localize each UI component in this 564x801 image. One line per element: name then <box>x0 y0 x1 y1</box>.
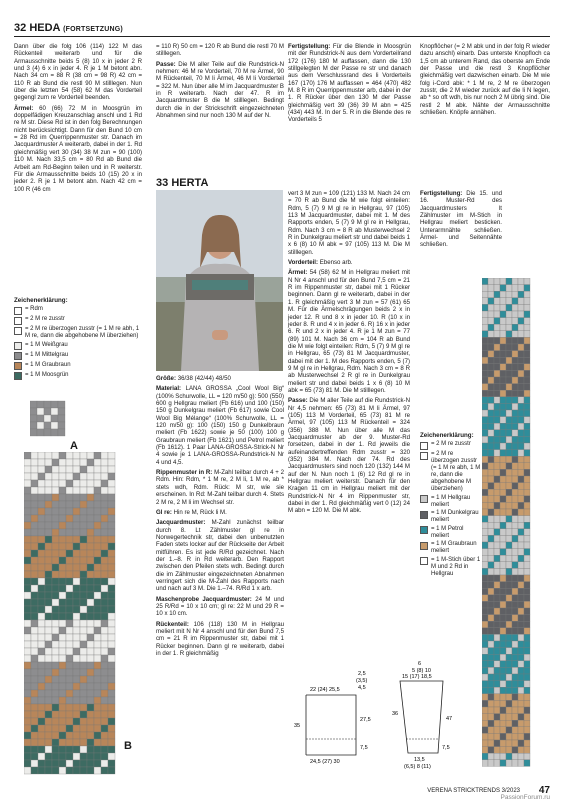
section-33-heading: 33 HERTA <box>156 177 209 189</box>
s2-e: 36 <box>392 711 399 717</box>
s1-h: 24,5 (27) 30 <box>310 759 340 765</box>
s2-d: 15 (17) 18,5 <box>402 674 432 680</box>
herta-legend: Zeichenerklärung: = 2 M re zusstr = 2 M re überzogen zusstr (= 1 M re abh, 1 M re, dann die abgehobene M überziehen) = 1 M Hellgrau meliert = 1 M Dunkelgrau meliert = 1 M Petrol meliert = 1 M Graubraun meliert = 1 M-Stich über 1 M und 2 Rd in Hellgrau <box>420 432 481 577</box>
s2-g: 13,5 <box>414 757 425 763</box>
s1-f: 27,5 <box>360 717 371 723</box>
heda-col1-text: Dann über die folg 106 (114) 122 M das Rückenteil weiterarb und für die Armausschnitte beids 5 (8) 10 x in jeder 2 R und 3 (4) 6 x in jeder 4. R je 1 M betont abn. Nach 34 cm = 88 R (38 cm = 98 R) 42 cm = 110 R ab Bund die restl 90 M stilllegen. Nun über die letzten 54 (58) 62 M das Vorderteil gegengl zum re Vorderteil beenden. Ärmel: 60 (66) 72 M in Moosgrün im doppelfädigen Kreuzanschlag anschl und 1 Rd re M str. Diese Rd ist in den folg Berechnungen nicht berücksichtigt. Dann für den Bund 10 cm = 28 Rd im Querrippenmuster str. Danach im Jacquardmuster A weiterarb, dabei in der 1. Rd gleichmäßig vert 30 (34) 38 M zun = 90 (100) 110 M. Nach 33,5 cm = 80 Rd ab Bund die Arbeit am Rd-Beginn teilen und in R weiterstr. Für die Armausschnitte beids 10 (15) 20 x in jeder 2. R je 1 M betont abn. Nach 42 cm = 100 R (46 cm <box>14 43 142 193</box>
herta-col-b-text: vert 3 M zun = 109 (121) 133 M. Nach 24 cm = 70 R ab Bund die M wie folgt einteilen: Rdm, 5 (7) 9 M gl re in Hellgrau, 97 (105) 113 M Jacquardmuster, dabei mit 1. M des Rapports enden, 5 (7) 9 M gl re in Hellgrau, Rdm. Nach 3 cm = 8 R ab Musterwechsel 2 R in Dunkelgrau meliert str und dabei beids 1 x 6 (8) 10 M abk = 97 (105) 113 M. Die M stilllegen. Vorderteil: Ebenso arb. Ärmel: 54 (58) 62 M in Hellgrau meliert mit N Nr 4 anschl und für den Bund 7,5 cm = 21 R im Rippenmuster str, dabei mit 1 Rücker beginnen. Dann gl re weiterarb, dabei in der 1. R gleichmäßig vert 3 M zun = 57 (61) 65 M. Für die Ärmelschrägungen beids 2 x in jeder 12. R und 8 x in jeder 10. R (10 x in jeder 8. R und 4 x in jeder 6. R) 16 x in jeder 6. R und 2 x in jeder 4. R je 1 M zun = 77 (89) 101 M. Nach 36 cm = 104 R ab Bund die M wie folgt einteilen: Rdm, 5 (7) 9 M gl re in Hellgrau, 65 (73) 81 M Jacquardmuster, dabei mit der 1. M des Rapports enden, 5 (7) 9 M gl re in Hellgrau, Rdm. Nach 3 cm = 8 R ab Musterwechsel 2 R gl re in Dunkelgrau meliert str und dabei beids 1 x 6 (8) 10 M abk = 65 (73) 81 M. Die M stilllegen. Passe: Die M aller Teile auf die Rundstrick-N Nr 4,5 nehmen: 65 (73) 81 M li Ärmel, 97 (105) 113 M Vorderteil, 65 (73) 81 M re Ärmel, 97 (105) 113 M Rückenteil = 324 (356) 388 M. Nun über alle M das Jacquardmuster ab der 9. Muster-Rd forsetzen, dabei in der 1. Rd jeweils die aufeinandertreffenden Rdm zusstr = 320 (352) 384 M. Nach der 74. Rd des Jacquardmusters sind noch 120 (132) 144 M auf der N. Nun noch 1 (6) 12 Rd gl re in Hellgrau meliert weiterstr. Danach für den Kragen 11 cm in Hellgrau meliert mit der Rundstrick-N Nr 4 im Rippenmuster str, dabei in der 1. Rd gleichmäßig vert 0 (12) 24 M abn = 120 M. Die M abk. <box>288 190 410 515</box>
s2-h: (6,5) 8 (11) <box>404 764 431 770</box>
s2-c: 47 <box>446 716 453 722</box>
s1-g: 7,5 <box>360 745 368 751</box>
footer-magazine: VERENA STRICKTRENDS 3/2023 <box>427 788 520 794</box>
s2-b: 5 (8) 10 <box>412 668 431 674</box>
s1-e: 35 <box>294 723 301 729</box>
model-photo <box>156 190 283 371</box>
s1-a: 2,5 <box>358 671 366 677</box>
header-rule <box>14 36 550 37</box>
heda-col2-text: = 110 R) 50 cm = 120 R ab Bund die restl 70 M stilllegen. Passe: Die M aller Teile auf die Rundstrick-N nehmen: 46 M re Vorderteil, 70 M re Ärmel, 90 M Rückenteil, 70 M li Ärmel, 46 M li Vorderteil = 322 M. Nun über alle M im Jacquardmuster B in R weiterarb. Nach der 47. R im Jacquardmuster B die M stilllegen. Bedingt durch die in der Strickschrift eingezeichneten Abnahmen sind nur noch 130 M auf der N. <box>156 43 284 120</box>
chart-b-grid <box>24 452 124 782</box>
herta-col-a-text: Größe: 36/38 (42/44) 48/50 Material: LANA GROSSA „Cool Wool Big“ (100% Schurwolle, LL = 120 m/50 g): 500 (550) 600 g Hellgrau meliert (Fb 616) und 100 (150) 150 g Dunkelgrau meliert (Fb 617) sowie Cool Wool Big Mélange“ (100% Schurwolle, LL = 120 m/50 g): 100 (150) 150 g Dunkelbraun meliert (Fb 1622) sowie je 50 (100) 100 g Graubraun meliert (Fb 1621) und Petrol meliert (Fb 1612). 1 Paar LANA-GROSSA-Strick-N Nr 4 sowie je 1 LANA-GROSSA-Rundstrick-N Nr 4 und 4,5. Rippenmuster in R: M-Zahl teilbar durch 4 + 2 Rdm. Hin: Rdm, * 1 M re, 2 M li, 1 M re, ab * stets wdh, Rdm. Rück: M str, wie sie erscheinen. In Rd: M-Zahl teilbar durch 4. Stets 2 M re, 2 M li im Wechsel str. Gl re: Hin re M, Rück li M. Jacquardmuster: M-Zahl zunächst teilbar durch 8. Lt Zählmuster gl re in Norwegertechnik str, dabei den unbenutzten Faden stets locker auf der Rückseite der Arbeit mitführen. Es ist jede R/Rd gezeichnet. Nach der 1.–8. R in Rd weiterarb. Den Rapport zwischen den Pfeilen stets wdh. Bedingt durch die im Zählmuster eingezeichneten Abnahmen verringert sich die M-Zahl des Rapports nach und nach auf 3 M. Die 1.–74. R/Rd 1 x arb. Maschenprobe Jacquardmuster: 24 M und 25 R/Rd = 10 x 10 cm; gl re: 22 M und 29 R = 10 x 10 cm. Rückenteil: 106 (118) 130 M in Hellgrau meliert mit N Nr 4 anschl und für den Bund 7,5 cm = 21 R im Rippenmuster str, dabei mit 1 Rücker beginnen. Dann gl re weiterarb, dabei in der 1. R gleichmäßig <box>156 375 285 658</box>
watermark: PassionForum.ru <box>500 794 550 801</box>
section-32-heading: 32 HEDA (FORTSETZUNG) <box>14 22 123 34</box>
chart-a-label: A <box>70 440 78 452</box>
heda-col4-text: Knopflöcher (= 2 M abk und in der folg R wieder dazu anschl) einarb. Das unterste Knopfloch ca 1,5 cm ab unterem Rand, das oberste am Ende der Passe und die restl 3 Knopflöcher gleichmäßig vert dazwischen einarb. Die M wie folg i-Cord abk: * 1 M re, 2 M re überzogen zusstr, die 2 M wieder zurück auf die li N legen, ab * so oft wdh, bis nur noch 2 M übrig sind. Die restl 2 M abk. Nähte der Armausschnitte schließen. Knöpfe annähen. <box>420 43 550 117</box>
s1-d: 22 (24) 25,5 <box>310 687 340 693</box>
body-schematic <box>286 655 386 765</box>
s2-a: 6 <box>418 661 422 667</box>
s2-f: 7,5 <box>442 745 450 751</box>
chart-b-label: B <box>124 740 132 752</box>
heda-col3-text: Fertigstellung: Für die Blende in Moosgrün mit der Rundstrick-N aus dem Vorderteilrand 172 (176) 180 M auffassen, dann die 130 stillgelegten M der Passe re str und danach aus dem Verschlussrand des li Vorderteils 167 (170) 176 M auffassen = 464 (470) 482 M. 8 R im Querrippenmuster arb, dabei in der 1. R Rücker über den 130 M der Passe gleichmäßig vert 39 (36) 39 M abn = 425 (434) 443 M. In der 5. R in die Blende des re Vorderteils 5 <box>288 43 411 124</box>
s1-c: 4,5 <box>358 685 366 691</box>
chart-a-grid <box>30 385 90 445</box>
sleeve-schematic <box>388 655 458 770</box>
s1-b: (3,5) <box>356 678 368 684</box>
herta-jacquard-chart <box>482 278 554 778</box>
page-number: 47 <box>538 785 550 796</box>
heda-legend: Zeichenerklärung: = Rdm = 2 M re zusstr = 2 M re überzogen zusstr (= 1 M re abh, 1 M re, dann die abgehobene M überziehen) = 1 M Weißgrau = 1 M Mittelgrau = 1 M Graubraun = 1 M Moosgrün <box>14 297 142 382</box>
herta-col-c-text: Fertigstellung: Die 15. und 16. Muster-Rd des Jacquardmusters lt Zählmuster im M-Stich in Hellgrau meliert besticken. Unterarmnähte schließen. Ärmel- und Seitennähte schließen. <box>420 190 502 249</box>
